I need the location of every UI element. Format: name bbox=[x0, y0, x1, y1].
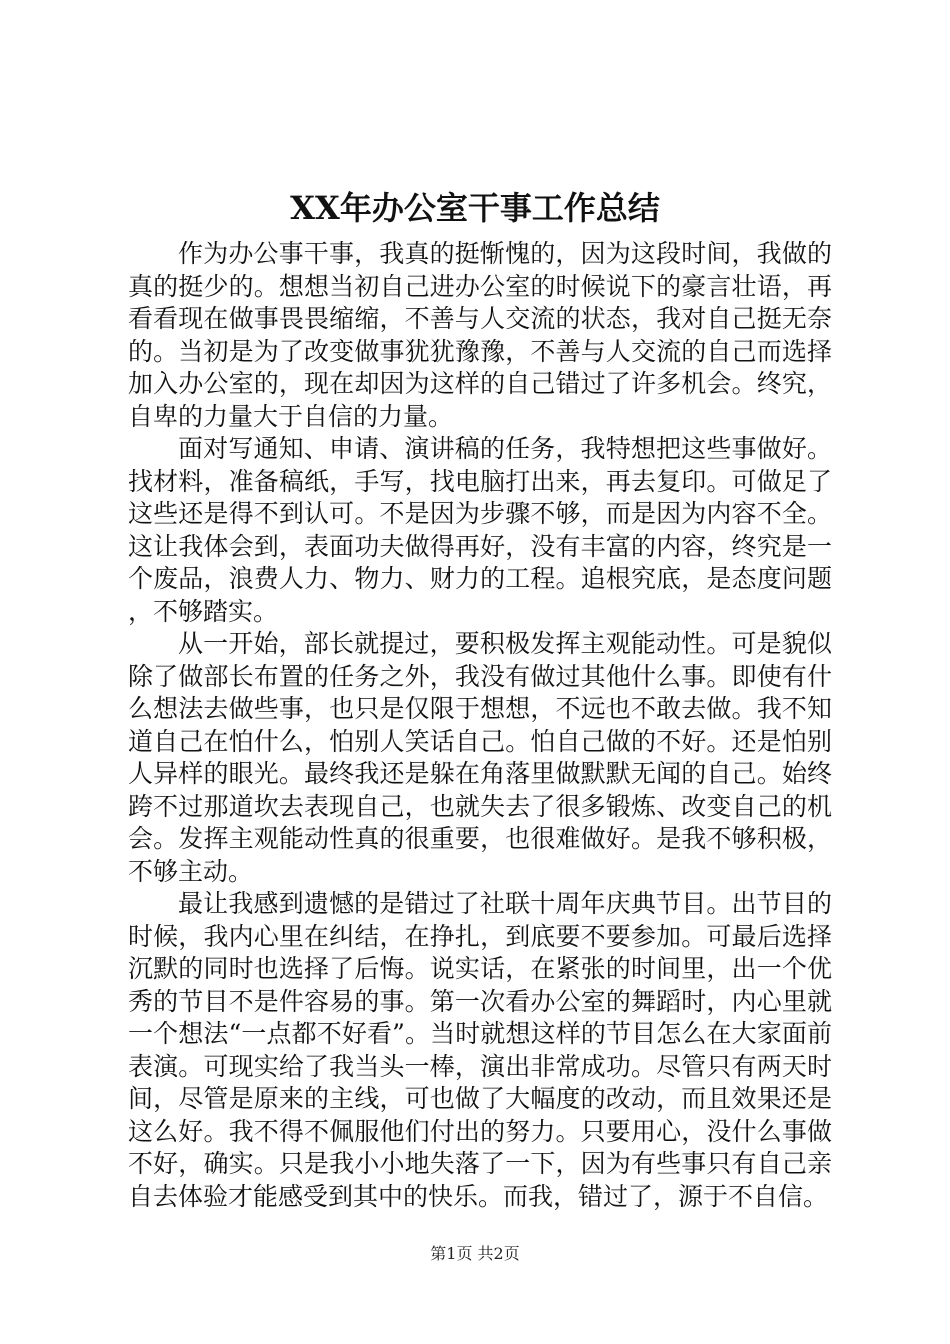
paragraph-2: 面对写通知、申请、演讲稿的任务，我特想把这些事做好。找材料，准备稿纸，手写，找电脑打出来，再去复印。可做足了这些还是得不到认可。不是因为步骤不够，而是因为内容不全。这让我体会到，表面功夫做得再好，没有丰富的内容，终究是一个废品，浪费人力、物力、财力的工程。追根究底，是态度问题，不够踏实。 bbox=[128, 434, 832, 626]
page-number-footer: 第1页 共2页 bbox=[430, 1244, 520, 1263]
document-body bbox=[128, 238, 832, 1213]
paragraph-1: 作为办公事干事，我真的挺惭愧的，因为这段时间，我做的真的挺少的。想想当初自己进办公室的时候说下的豪言壮语，再看看现在做事畏畏缩缩，不善与人交流的状态，我对自己挺无奈的。当初是为了改变做事犹犹豫豫，不善与人交流的自己而选择加入办公室的，现在却因为这样的自己错过了许多机会。终究，自卑的力量大于自信的力量。 bbox=[128, 239, 832, 431]
paragraph-3: 从一开始，部长就提过，要积极发挥主观能动性。可是貌似除了做部长布置的任务之外，我没有做过其他什么事。即使有什么想法去做些事，也只是仅限于想想，不远也不敢去做。我不知道自己在怕什么，怕别人笑话自己。怕自己做的不好。还是怕别人异样的眼光。最终我还是躲在角落里做默默无闻的自己。始终跨不过那道坎去表现自己，也就失去了很多锻炼、改变自己的机会。发挥主观能动性真的很重要，也很难做好。是我不够积极，不够主动。 bbox=[128, 629, 832, 886]
paragraph-4: 最让我感到遗憾的是错过了社联十周年庆典节目。出节目的时候，我内心里在纠结，在挣扎，到底要不要参加。可最后选择沉默的同时也选择了后悔。说实话，在紧张的时间里，出一个优秀的节目不是件容易的事。第一次看办公室的舞蹈时，内心里就一个想法“一点都不好看”。当时就想这样的节目怎么在大家面前表演。可现实给了我当头一棒，演出非常成功。尽管只有两天时间，尽管是原来的主线，可也做了大幅度的改动，而且效果还是这么好。我不得不佩服他们付出的努力。只要用心，没什么事做不好，确实。只是我小小地失落了一下，因为有些事只有自己亲自去体验才能感受到其中的快乐。而我，错过了，源于不自信。 bbox=[128, 889, 832, 1211]
document-title: XX年办公室干事工作总结 bbox=[290, 189, 660, 227]
